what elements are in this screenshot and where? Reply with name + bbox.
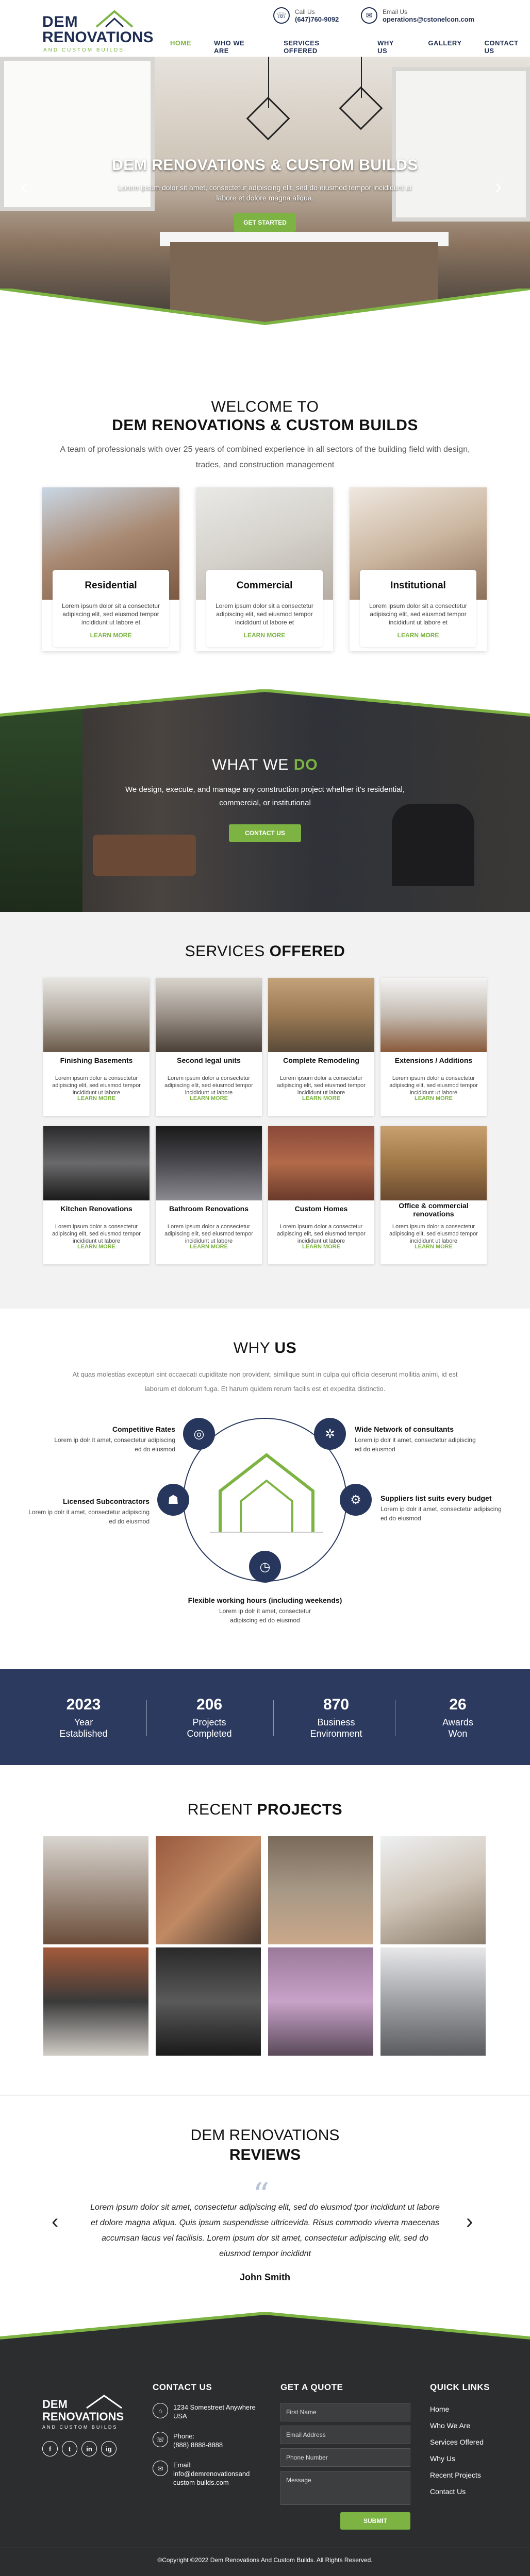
feature-title: Flexible working hours (including weekends): [188, 1596, 342, 1604]
learn-more-link[interactable]: LEARN MORE: [302, 1244, 340, 1250]
projects-title-a: RECENT: [187, 1801, 257, 1818]
learn-more-link[interactable]: LEARN MORE: [90, 632, 132, 639]
reviews-title-line2: REVIEWS: [229, 2146, 301, 2163]
phone-icon: ☏: [273, 7, 290, 24]
card-text: Lorem ipsum dolor sit a consectetur adipiscing elit, sed eiusmod tempor incididunt ut labore et: [215, 602, 314, 626]
services-title: [0, 943, 530, 960]
service-title: Bathroom Renovations: [169, 1205, 249, 1213]
stat-label-line1: Year: [74, 1717, 93, 1727]
footer-links-title: QUICK LINKS: [430, 2382, 490, 2392]
logo-tagline: AND CUSTOM BUILDS: [43, 47, 124, 53]
feature-title: Wide Network of consultants: [355, 1425, 454, 1433]
reviews-divider: [0, 2095, 530, 2096]
hero-prev-arrow[interactable]: ‹: [21, 175, 28, 198]
email-input[interactable]: Email Address: [280, 2426, 410, 2444]
service-image: [156, 1126, 262, 1200]
stat-divider: [146, 1700, 147, 1736]
welcome-title: [0, 398, 530, 435]
card-institutional[interactable]: [350, 487, 487, 651]
footer-link-home[interactable]: Home: [430, 2405, 450, 2413]
sofa-decoration: [93, 835, 196, 876]
what-we-do-title-a: WHAT WE: [212, 756, 294, 773]
nav-why-us[interactable]: WHY US: [377, 39, 394, 55]
main-nav: [170, 39, 530, 55]
call-label: Call Us: [295, 8, 315, 15]
projects-title-b: PROJECTS: [257, 1801, 343, 1818]
card-residential[interactable]: [42, 487, 179, 651]
institutional-label-box: [360, 570, 476, 647]
service-image: [268, 978, 374, 1052]
email-label: Email Us: [383, 8, 408, 15]
stat-item: [158, 1696, 261, 1739]
footer-link-projects[interactable]: Recent Projects: [430, 2471, 481, 2479]
learn-more-link[interactable]: LEARN MORE: [397, 632, 439, 639]
footer-link-contact[interactable]: Contact Us: [430, 2487, 466, 2496]
nav-gallery[interactable]: GALLERY: [428, 39, 462, 47]
learn-more-link[interactable]: LEARN MORE: [190, 1244, 228, 1250]
twitter-icon[interactable]: t: [62, 2441, 77, 2456]
location-icon: ⌂: [153, 2403, 168, 2418]
phone-label: Phone:: [173, 2432, 195, 2440]
service-image: [43, 978, 150, 1052]
feature-flexible-hours: [172, 1596, 358, 1625]
project-thumb[interactable]: [268, 1836, 373, 1944]
contact-us-button[interactable]: CONTACT US: [229, 824, 301, 842]
logo-text-renovations: RENOVATIONS: [42, 29, 154, 46]
card-text: Lorem ipsum dolor sit a consectetur adipiscing elit, sed eiusmod tempor incididunt ut labore et: [61, 602, 160, 626]
feature-text: Lorem ip dolr it amet, consectetur adipiscing ed do eiusmod: [28, 1509, 150, 1525]
services-title-b: OFFERED: [269, 943, 345, 960]
service-title: Kitchen Renovations: [60, 1205, 132, 1213]
service-text: Lorem ipsum dolor a consectetur adipiscing elit, sed eiusmod tempor incididunt ut labore: [277, 1075, 366, 1096]
house-roof-icon: [91, 7, 138, 28]
stat-label-line1: Business: [317, 1717, 355, 1727]
what-we-do-title-b: DO: [293, 756, 318, 773]
nav-home[interactable]: HOME: [170, 39, 191, 47]
pendant-lamp: [339, 87, 383, 130]
footer-email[interactable]: [153, 2461, 266, 2487]
stat-label-line2: Established: [59, 1728, 108, 1739]
stat-number: 26: [449, 1696, 467, 1713]
footer-top-chevron: [0, 2312, 530, 2343]
what-we-do-section: [0, 690, 530, 912]
footer-logo-renovations: RENOVATIONS: [42, 2410, 124, 2423]
service-text: Lorem ipsum dolor a consectetur adipiscing elit, sed eiusmod tempor incididunt ut labore: [52, 1075, 141, 1096]
stat-label-line2: Completed: [187, 1728, 232, 1739]
email-value: operations@cstonelcon.com: [383, 15, 475, 23]
feature-text: Lorem ip dolr it amet, consectetur adipiscing ed do eiusmod: [380, 1505, 502, 1522]
stat-divider: [273, 1700, 274, 1736]
service-title: Second legal units: [177, 1056, 241, 1064]
card-commercial[interactable]: [196, 487, 333, 651]
welcome-title-line2: DEM RENOVATIONS & CUSTOM BUILDS: [112, 417, 418, 434]
social-links: [42, 2441, 117, 2456]
mail-icon: ✉: [153, 2461, 168, 2476]
footer-quote-title: GET A QUOTE: [280, 2382, 343, 2392]
learn-more-link[interactable]: LEARN MORE: [77, 1244, 115, 1250]
residential-label-box: [53, 570, 169, 647]
service-card[interactable]: [268, 1126, 374, 1264]
why-us-description: At quas molestias excepturi sint occaecati cupiditate non provident, similique sunt in culpa qui officia deserunt mollitia animi, id est laborum et dolorum fuga. Et harum quidem rerum facilis est et expedita distinctio.: [72, 1370, 458, 1393]
linkedin-icon[interactable]: in: [81, 2441, 97, 2456]
armchair-decoration: [392, 804, 474, 886]
learn-more-link[interactable]: LEARN MORE: [415, 1244, 453, 1250]
service-card[interactable]: [156, 978, 262, 1116]
project-thumb[interactable]: [156, 1836, 261, 1944]
service-title: Extensions / Additions: [394, 1056, 473, 1064]
stat-label: [406, 1717, 509, 1739]
stat-number: 2023: [66, 1696, 101, 1713]
service-image: [380, 978, 487, 1052]
network-icon: ✲: [314, 1418, 346, 1450]
learn-more-link[interactable]: LEARN MORE: [77, 1095, 115, 1101]
card-title: Institutional: [390, 580, 446, 591]
project-thumb[interactable]: [268, 1947, 373, 2056]
service-text: Lorem ipsum dolor a consectetur adipiscing elit, sed eiusmod tempor incididunt ut labore: [52, 1224, 141, 1244]
mail-icon: ✉: [361, 7, 377, 24]
welcome-title-line1: WELCOME TO: [211, 398, 319, 415]
learn-more-link[interactable]: LEARN MORE: [243, 632, 286, 639]
service-text: Lorem ipsum dolor a consectetur adipiscing elit, sed eiusmod tempor incididunt ut labore: [164, 1075, 253, 1096]
copyright-text: ©Copyright ©2022 Dem Renovations And Custom Builds. All Rights Reserved.: [157, 2556, 373, 2564]
feature-suppliers-list: [380, 1494, 504, 1523]
service-text: Lorem ipsum dolor a consectetur adipiscing elit, sed eiusmod tempor incididunt ut labore: [277, 1224, 366, 1244]
service-image: [268, 1126, 374, 1200]
project-thumb[interactable]: [380, 1836, 486, 1944]
stat-item: [406, 1696, 509, 1739]
hero-text: Lorem ipsum dolor sit amet, consectetur adipiscing elit, sed do eiusmod tempor incididunt ut labore et dolore magna aliqua.: [118, 183, 412, 202]
feature-licensed-subcontractors: [26, 1497, 150, 1526]
review-text: Lorem ipsum dolor sit amet, consectetur adipiscing elit, sed do eiusmod tpor incididunt ut labore et dolore magna aliqua. Quis ipsum suspendisse ultricevida. Risus commodo viverra maecenas accumsan lacus vel facilisis. Lorem ipsum dor sit amet, consectetur adipiscing elit, sed do eiusmod tempor incididnt: [90, 2203, 440, 2258]
supplier-icon: ⚙: [340, 1484, 372, 1516]
header-call[interactable]: [273, 7, 339, 24]
stat-label-line1: Awards: [442, 1717, 473, 1727]
feature-text: Lorem ip dolr it amet, consectetur adipiscing ed do eiusmod: [355, 1436, 476, 1453]
footer-logo-dem: DEM: [42, 2398, 68, 2411]
what-we-do-text: We design, execute, and manage any construction project whether it's residential, commercial, or institutional: [125, 785, 405, 807]
project-thumb[interactable]: [380, 1947, 486, 2056]
site-header: [0, 0, 530, 57]
commercial-label-box: [206, 570, 323, 647]
feature-text: Lorem ip dolr it amet, consectetur adipiscing ed do eiusmod: [219, 1607, 311, 1624]
welcome-description: A team of professionals with over 25 years of combined experience in all sectors of the building field with design, trades, and construction management: [60, 445, 470, 469]
what-we-do-top-chevron: [0, 689, 530, 720]
service-card[interactable]: [43, 1126, 150, 1264]
stat-item: [32, 1696, 135, 1739]
phone-input[interactable]: Phone Number: [280, 2448, 410, 2467]
learn-more-link[interactable]: LEARN MORE: [190, 1095, 228, 1101]
email-label: Email:: [173, 2461, 192, 2469]
feature-wide-network: [355, 1425, 478, 1454]
service-title: Custom Homes: [294, 1205, 348, 1213]
services-title-a: SERVICES: [185, 943, 270, 960]
footer-link-who-we-are[interactable]: Who We Are: [430, 2421, 471, 2430]
stat-number: 206: [196, 1696, 223, 1713]
phone-value: (888) 8888-8888: [173, 2441, 223, 2449]
card-title: Commercial: [236, 580, 293, 591]
site-logo[interactable]: [42, 7, 154, 54]
stat-label-line2: Environment: [310, 1728, 362, 1739]
reviewer-name: John Smith: [240, 2272, 290, 2282]
get-started-button[interactable]: GET STARTED: [234, 213, 296, 232]
phone-icon: ☏: [153, 2432, 168, 2447]
feature-text: Lorem ip dolr it amet, consectetur adipiscing ed do eiusmod: [54, 1436, 175, 1453]
footer-phone[interactable]: [153, 2432, 266, 2449]
service-title: Complete Remodeling: [283, 1056, 359, 1064]
call-value: (647)760-9092: [295, 15, 339, 23]
service-text: Lorem ipsum dolor a consectetur adipiscing elit, sed eiusmod tempor incididunt ut labore: [164, 1224, 253, 1244]
address-text: 1234 Somestreet Anywhere USA: [173, 2403, 256, 2420]
first-name-input[interactable]: First Name: [280, 2403, 410, 2421]
stat-label-line2: Won: [448, 1728, 468, 1739]
nav-services-offered[interactable]: SERVICES OFFERED: [284, 39, 320, 55]
stat-item: [285, 1696, 388, 1739]
service-card[interactable]: [156, 1126, 262, 1264]
message-input[interactable]: Message: [280, 2471, 410, 2505]
footer-logo[interactable]: [42, 2394, 145, 2435]
hero-title: DEM RENOVATIONS & CUSTOM BUILDS: [112, 157, 418, 174]
service-title: Finishing Basements: [60, 1056, 133, 1064]
footer-address: [153, 2403, 266, 2420]
project-thumb[interactable]: [156, 1947, 261, 2056]
stat-label-line1: Projects: [192, 1717, 226, 1727]
reviews-title-line1: DEM RENOVATIONS: [190, 2127, 340, 2144]
footer-link-why-us[interactable]: Why Us: [430, 2454, 455, 2463]
what-we-do-title: [0, 756, 530, 774]
nav-who-we-are[interactable]: WHO WE ARE: [214, 39, 245, 55]
learn-more-link[interactable]: LEARN MORE: [302, 1095, 340, 1101]
service-image: [156, 978, 262, 1052]
subcontractor-icon: ☗: [157, 1484, 189, 1516]
submit-button[interactable]: SUBMIT: [340, 2512, 410, 2530]
hero-chevron-divider: [0, 289, 530, 327]
clock-icon: ◷: [249, 1551, 281, 1583]
why-us-title: [0, 1340, 530, 1357]
stat-label: [158, 1717, 261, 1739]
feature-title: Licensed Subcontractors: [62, 1497, 150, 1505]
project-thumb[interactable]: [43, 1836, 148, 1944]
facebook-icon[interactable]: f: [42, 2441, 58, 2456]
service-card[interactable]: [380, 1126, 487, 1264]
hero-next-arrow[interactable]: ›: [495, 175, 502, 198]
instagram-icon[interactable]: ig: [101, 2441, 117, 2456]
service-image: [380, 1126, 487, 1200]
service-card[interactable]: [43, 978, 150, 1116]
footer-roof-icon: [84, 2394, 125, 2409]
service-text: Lorem ipsum dolor a consectetur adipiscing elit, sed eiusmod tempor incididunt ut labore: [389, 1075, 478, 1096]
learn-more-link[interactable]: LEARN MORE: [415, 1095, 453, 1101]
nav-contact-us[interactable]: CONTACT US: [484, 39, 519, 55]
stat-label: [285, 1717, 388, 1739]
email-value: info@demrenovationsand custom builds.com: [173, 2470, 250, 2486]
service-card[interactable]: [268, 978, 374, 1116]
header-email[interactable]: [361, 7, 474, 24]
feature-title: Competitive Rates: [112, 1425, 175, 1433]
review-next-arrow[interactable]: ›: [466, 2210, 473, 2233]
footer-logo-tagline: AND CUSTOM BUILDS: [42, 2425, 118, 2430]
project-thumb[interactable]: [43, 1947, 148, 2056]
hero-slider: [0, 57, 530, 325]
why-us-title-b: US: [274, 1340, 297, 1357]
pendant-lamp: [246, 97, 290, 141]
reviews-title: [0, 2126, 530, 2165]
why-us-title-a: WHY: [233, 1340, 275, 1357]
footer-contact-title: CONTACT US: [153, 2382, 212, 2392]
service-title: Office & commercial renovations: [399, 1201, 469, 1218]
logo-text-dem: DEM: [42, 13, 78, 30]
feature-competitive-rates: [52, 1425, 175, 1454]
service-text: Lorem ipsum dolor a consectetur adipiscing elit, sed eiusmod tempor incididunt ut labore: [389, 1224, 478, 1244]
review-prev-arrow[interactable]: ‹: [52, 2210, 59, 2233]
plant-decoration: [0, 690, 82, 912]
stat-number: 870: [323, 1696, 350, 1713]
feature-title: Suppliers list suits every budget: [380, 1494, 492, 1502]
footer-link-services[interactable]: Services Offered: [430, 2438, 484, 2446]
card-title: Residential: [85, 580, 137, 591]
service-image: [43, 1126, 150, 1200]
card-text: Lorem ipsum dolor sit a consectetur adipiscing elit, sed eiusmod tempor incididunt ut labore et: [369, 602, 468, 626]
stat-label: [32, 1717, 135, 1739]
projects-title: [0, 1801, 530, 1819]
service-card[interactable]: [380, 978, 487, 1116]
quote-icon: “: [253, 2176, 270, 2214]
competitive-rates-icon: ◎: [183, 1418, 215, 1450]
